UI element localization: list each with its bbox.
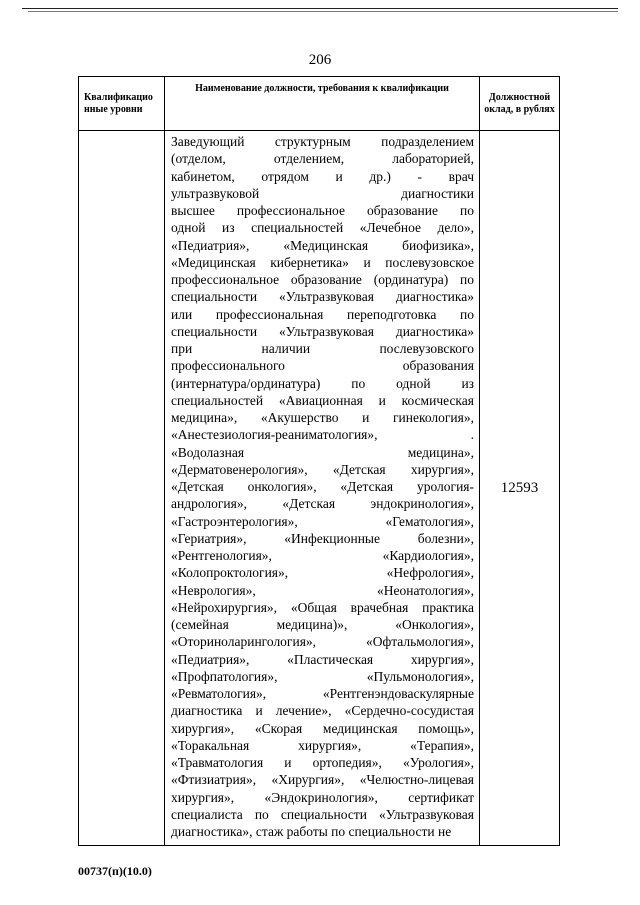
header-position-requirements: Наименование должности, требования к квалификации xyxy=(165,77,480,131)
description-line: «Травматология и ортопедия», «Урология», xyxy=(171,755,474,770)
description-line: профессиональное образование (ординатура) по xyxy=(171,272,474,287)
description-line: кабинетом, отрядом и др.) - врач xyxy=(171,168,474,184)
description-line: специалиста по специальности «Ультразвуковая xyxy=(171,806,474,822)
description-line: «Неврология», «Неонатология», xyxy=(171,582,474,598)
description-line: одной из специальностей «Лечебное дело», xyxy=(171,220,474,236)
top-rule xyxy=(22,8,618,9)
description-line: профессионального образования xyxy=(171,358,474,374)
description-line: «Торакальная хирургия», «Терапия», xyxy=(171,737,474,753)
description-line: хирургия», «Скорая медицинская помощь», xyxy=(171,720,474,736)
description-line: «Детская онкология», «Детская урология- xyxy=(171,479,474,494)
description-line: «Фтизиатрия», «Хирургия», «Челюстно-лицевая xyxy=(171,772,474,788)
description-line: «Гериатрия», «Инфекционные болезни», xyxy=(171,530,474,546)
description-line: (семейная медицина)», «Онкология», xyxy=(171,617,474,632)
table-row xyxy=(79,131,560,846)
description-line: «Медицинская кибернетика» и послевузовское xyxy=(171,254,474,270)
qualification-level-cell xyxy=(79,131,165,846)
description-line: (отделом, отделением, лабораторией, xyxy=(171,151,474,167)
description-line: медицина», «Акушерство и гинекология», xyxy=(171,410,474,425)
header-qualification-levels: Квалификацио нные уровни xyxy=(79,77,165,131)
description-line: «Дерматовенерология», «Детская хирургия», xyxy=(171,461,474,477)
description-line: «Анестезиология-реаниматология», . xyxy=(171,427,474,443)
description-line: «Водолазная медицина», xyxy=(171,444,474,460)
description-line: Заведующий структурным подразделением xyxy=(171,134,474,149)
description-line: андрология», «Детская эндокринология», xyxy=(171,496,474,512)
salary-value: 12593 xyxy=(480,131,560,846)
description-line: «Нейрохирургия», «Общая врачебная практика xyxy=(171,599,474,615)
document-code: 00737(п)(10.0) xyxy=(78,864,152,878)
description-line: «Гастроэнтерология», «Гематология», xyxy=(171,513,474,529)
description-line: специальностей «Авиационная и космическая xyxy=(171,392,474,408)
description-line: (интернатура/ординатура) по одной из xyxy=(171,375,474,391)
description-line: «Оториноларингология», «Офтальмология», xyxy=(171,634,474,650)
description-line: ультразвуковой диагностики xyxy=(171,185,474,201)
position-description-cell xyxy=(165,131,480,846)
description-line: «Ревматология», «Рентгенэндоваскулярные xyxy=(171,686,474,701)
page-number: 206 xyxy=(308,52,332,68)
position-description-text xyxy=(171,133,474,840)
description-line: или профессиональная переподготовка по xyxy=(171,306,474,322)
table-header-row xyxy=(79,77,560,131)
description-line: «Рентгенология», «Кардиология», xyxy=(171,548,474,563)
header-salary: Должностной оклад, в рублях xyxy=(480,77,560,131)
description-line: «Педиатрия», «Медицинская биофизика», xyxy=(171,237,474,253)
description-line: диагностика», стаж работы по специальности не xyxy=(171,824,452,839)
description-line: специальности «Ультразвуковая диагностика» xyxy=(171,323,474,339)
description-line: высшее профессиональное образование по xyxy=(171,203,474,218)
description-line: «Профпатология», «Пульмонология», xyxy=(171,668,474,684)
top-rule-secondary xyxy=(28,11,618,12)
description-line: хирургия», «Эндокринология», сертификат xyxy=(171,789,474,805)
description-line: диагностика и лечение», «Сердечно-сосудистая xyxy=(171,703,474,719)
description-line: «Педиатрия», «Пластическая хирургия», xyxy=(171,651,474,667)
description-line: при наличии послевузовского xyxy=(171,341,474,356)
description-line: «Колопроктология», «Нефрология», xyxy=(171,565,474,581)
description-line: специальности «Ультразвуковая диагностика» xyxy=(171,289,474,305)
qualification-table xyxy=(78,76,560,846)
